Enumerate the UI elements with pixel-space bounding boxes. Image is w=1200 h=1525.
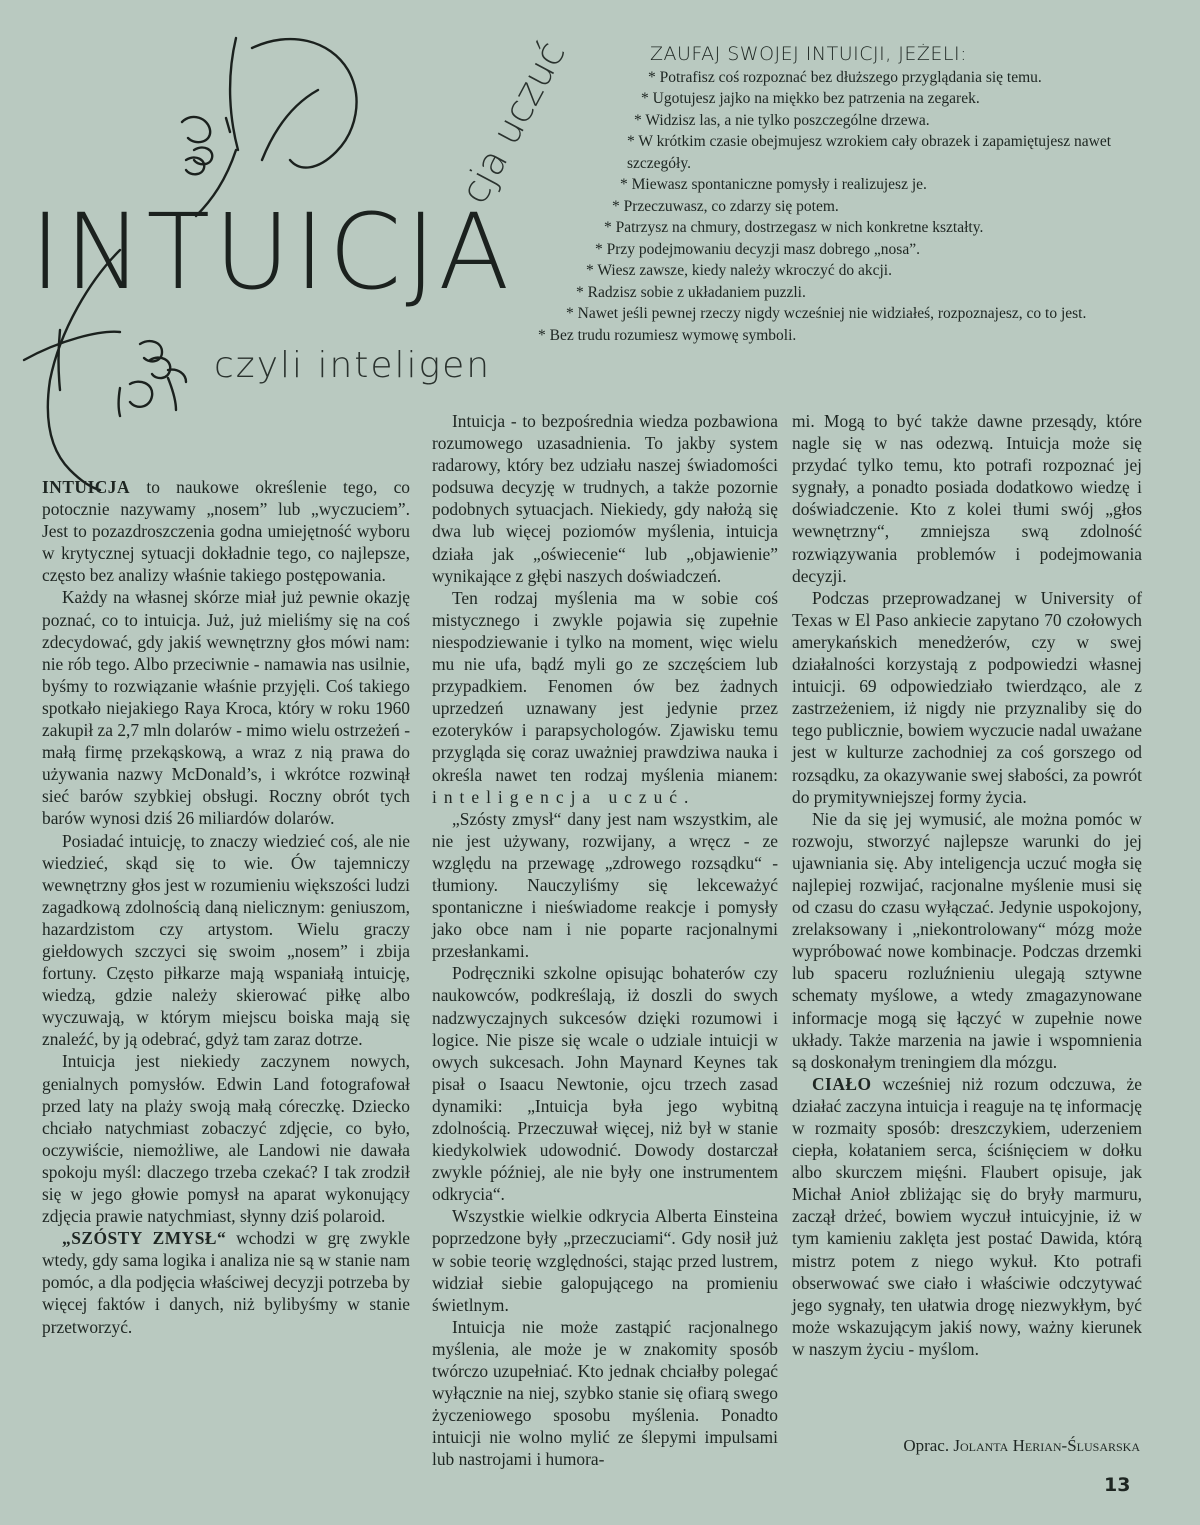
paragraph: Podręczniki szkolne opisując bohaterów czy naukowców, podkreślają, iż doszli do swych nadzwyczajnych sukcesów dzięki rozumowi i logice. Nie pisze się wcale o udziale intuicji w owych sukcesach. John Maynard Keynes tak pisał o Isaacu Newtonie, ojcu trzech zasad dynamiki: „Intuicja była jego wybitną zdolnością. Przeczuwał więcej, niż był w stanie kiedykolwiek udowodnić. Dowody dostarczał zwykle później, ale nie były one instrumentem odkrycia“. — [432, 963, 778, 1205]
checklist-item: * Wiesz zawsze, kiedy należy wkroczyć do akcji. — [586, 262, 892, 279]
paragraph — [42, 476, 410, 586]
paragraph: Podczas przeprowadzanej w University of Texas w El Paso ankiecie zapytano 70 czołowych amerykańskich menedżerów, czy w swej działalności korzystają z podpowiedzi własnej intuicji. 69 odpowiedziało twierdząco, ale z zastrzeżeniem, iż nigdy nie przyznaliby się do tego publicznie, bowiem wyczucie nadal uważane jest w kulturze zachodniej za coś gorszego od rozsądku, za okazywanie swej słabości, za powrót do prymitywniejszej formy życia. — [792, 587, 1142, 807]
spaced-phrase: inteligencja uczuć. — [432, 786, 696, 807]
paragraph: Wszystkie wielkie odkrycia Alberta Einsteina poprzedzone były „przeczuciami“. Gdy nosił już w sobie teorię względności, stając przed lustrem, widział siebie galopującego na promieniu świetlnym. — [432, 1206, 778, 1315]
checklist-item: * Miewasz spontaniczne pomysły i realizujesz je. — [620, 176, 927, 193]
paragraph-text: wcześniej niż rozum odczuwa, że działać zaczyna intuicja i reaguje na tę informację w rozmaity sposób: dreszczykiem, uderzeniem ciepła, kołataniem serca, ściśnięciem w dołku albo skurczem mięśni. Flaubert opisuje, jak Michał Anioł zbliżając się do bryły marmuru, zaczął drżeć, bowiem wyczuł intuicyjnie, iż w tym kamieniu zaklęta jest postać Dawida, którą mistrz potem z niego wykuł. Kto potrafi obserwować swe ciało i właściwie odczytywać jego sygnały, ten ułatwia drogę niezwykłym, być może wskazującym jakiś nowy, ważny kierunek w naszym życiu - myślom. — [792, 1073, 1142, 1359]
checklist-item: * W krótkim czasie obejmujesz wzrokiem cały obrazek i zapamiętujesz nawet szczegóły. — [627, 133, 1112, 172]
paragraph — [42, 1227, 410, 1337]
checklist-item: * Radzisz sobie z układaniem puzzli. — [576, 283, 806, 301]
checklist-items — [538, 67, 1138, 347]
lead-word: „SZÓSTY ZMYSŁ“ — [62, 1228, 227, 1249]
lead-word: CIAŁO — [812, 1073, 872, 1094]
article-column-1 — [42, 476, 410, 1338]
checklist-item: * Potrafisz coś rozpoznać bez dłuższego przyglądania się temu. — [648, 68, 1042, 86]
subtitle-arc-text: cja uczuć — [452, 33, 574, 211]
paragraph: Nie da się jej wymusić, ale można pomóc w rozwoju, stworzyć najlepsze warunki do jej ujawniania się. Aby inteligencja uczuć mogła się najlepiej rozwijać, racjonalne myślenie musi się od czasu do czasu wyłączać. Jedynie uspokojony, zrelaksowany i „niekontrolowany“ mózg może wypróbować nowe kombinacje. Podczas drzemki lub spaceru rozluźnieniu ulegają sztywne schematy myślowe, a wtedy zmagazynowane informacje mogą się łączyć w zupełnie nowe układy. Także marzenia na jawie i wspomnienia są doskonałym treningiem dla mózgu. — [792, 808, 1142, 1072]
paragraph: Posiadać intuicję, to znaczy wiedzieć coś, ale nie wiedzieć, skąd się to wie. Ów tajemniczy wewnętrzny głos jest w rozumieniu większości ludzi zagadkową zdolnością daną nielicznym: geniuszom, hazardzistom czy artystom. Wielu graczy giełdowych szczyci się swoim „nosem” i zbija fortuny. Często piłkarze mają wspaniałą intuicję, wiedzą, gdzie należy skierować piłkę albo wyczuwają, w którym miejscu boiska mają się znaleźć, by ją odebrać, gdyż tam zaraz dotrze. — [42, 830, 410, 1050]
paragraph: mi. Mogą to być także dawne przesądy, które nagle się w nas odezwą. Intuicja może się przydać tylko temu, kto potrafi rozpoznać jej sygnały, a ponadto posiada dodatkowo wiedzę i doświadczenie. Kto z kolei tłumi swój „głos wewnętrzny“, zmniejsza swą zdolność rozwiązywania problemów i podejmowania decyzji. — [792, 411, 1142, 586]
checklist-item: * Przeczuwasz, co zdarzy się potem. — [612, 197, 839, 215]
byline-prefix: Oprac. — [903, 1436, 954, 1455]
paragraph: „Szósty zmysł“ dany jest nam wszystkim, ale nie jest używany, rozwijany, a wręcz - ze względu na przewagę „zdrowego rozsądku“ - tłumiony. Nauczyliśmy się lekceważyć spontaniczne i nieświadome reakcje i pomysły jako obce nam i nie poparte racjonalnymi przesłankami. — [432, 808, 778, 962]
author-byline — [790, 1436, 1140, 1456]
checklist-item: * Bez trudu rozumiesz wymowę symboli. — [538, 326, 797, 344]
paragraph: Intuicja - to bezpośrednia wiedza pozbawiona rozumowego uzasadnienia. To jakby system radarowy, który bez udziału naszej świadomości podsuwa decyzję w trudnych, a także pozornie podobnych sytuacjach. Niekiedy, gdy nałożą się dwa lub więcej poziomów myślenia, intuicja działa jak „oświecenie“ lub „objawienie” wynikające z głębi naszych doświadczeń. — [432, 411, 778, 586]
paragraph: Każdy na własnej skórze miał już pewnie okazję poznać, co to intuicja. Już, już mieliśmy się na coś zdecydować, gdy jakiś wewnętrzny głos mówi nam: nie rób tego. Albo przeciwnie - namawia nas usilnie, byśmy to rozwiązanie właśnie przyjęli. Coś takiego spotkało niejakiego Raya Kroca, który w roku 1960 zakupił za 2,7 mln dolarów - mimo wielu ostrzeżeń - małą firmę przekąskową, a wraz z nią prawa do używania nazwy McDonald’s, i wkrótce rozwinął sieć barów szybkiej obsługi. Roczny obrót tych barów wynosi dziś 26 miliardów dolarów. — [42, 587, 410, 829]
article-column-3 — [792, 410, 1142, 1360]
checklist-item: * Ugotujesz jajko na miękko bez patrzenia na zegarek. — [641, 90, 980, 107]
paragraph-text: Ten rodzaj myślenia ma w sobie coś mistycznego i zwykle pojawia się zupełnie niespodziewanie i tylko na moment, więc wielu mu nie ufa, bądź myli go ze szczęściem lub przypadkiem. Fenomen ów bez żadnych uprzedzeń uznawany jest jedynie przez ezoteryków i parapsychologów. Zjawisku temu przygląda się coraz uważniej prawdziwa nauka i określa nawet ten rodzaj myślenia mianem: — [432, 587, 778, 785]
checklist-item: * Patrzysz na chmury, dostrzegasz w nich konkretne kształty. — [604, 219, 984, 236]
checklist-item: * Przy podejmowaniu decyzji masz dobrego „nosa”. — [595, 240, 920, 258]
checklist-heading: ZAUFAJ SWOJEJ INTUICJI, JEŻELI: — [650, 43, 968, 65]
article-title: INTUICJA — [30, 191, 514, 313]
paragraph — [432, 587, 778, 808]
author-name: Jolanta Herian-Ślusarska — [953, 1436, 1140, 1455]
paragraph: Intuicja nie może zastąpić racjonalnego myślenia, ale może je w znakomity sposób twórczo uzupełniać. Kto jednak chciałby polegać wyłącznie na niej, szybko stanie się ofiarą swego życzeniowego sposobu myślenia. Ponadto intuicji nie wolno mylić ze ślepymi impulsami lub nastrojami i humora- — [432, 1316, 778, 1470]
checklist-item: * Nawet jeśli pewnej rzeczy nigdy wcześniej nie widziałeś, rozpoznajesz, co to jest. — [566, 305, 1087, 322]
lead-word: INTUICJA — [42, 477, 131, 497]
intuition-checklist — [538, 44, 1138, 346]
paragraph: Intuicja jest niekiedy zaczynem nowych, genialnych pomysłów. Edwin Land fotografował przed laty na plaży swoją małą córeczkę. Dziecko chciało natychmiast zobaczyć zdjęcie, co było, oczywiście, niemożliwe, ale Landowi nie dawała spokoju myśl: dlaczego trzeba czekać? I tak zrodził się w jego głowie pomysł na aparat wykonujący zdjęcia prawie natychmiast, słynny dziś polaroid. — [42, 1051, 410, 1227]
checklist-item: * Widzisz las, a nie tylko poszczególne drzewa. — [634, 111, 930, 129]
page-number: 13 — [1104, 1474, 1131, 1496]
paragraph-text: to naukowe określenie tego, co potocznie nazywamy „nosem” lub „wyczuciem”. Jest to pozazdroszczenia godna umiejętność wyboru w krytycznej sytuacji dokładnie tego, co najlepsze, często bez analizy właśnie takiego postępowania. — [42, 477, 410, 586]
paragraph-text: wchodzi w grę zwykle wtedy, gdy sama logika i analiza nie są w stanie nam pomóc, a dla podjęcia właściwej decyzji potrzeba by więcej faktów i danych, niż bylibyśmy w stanie przetworzyć. — [42, 1228, 410, 1337]
article-column-2 — [432, 410, 778, 1471]
paragraph — [792, 1073, 1142, 1360]
article-subtitle: czyli inteligen — [214, 345, 492, 386]
